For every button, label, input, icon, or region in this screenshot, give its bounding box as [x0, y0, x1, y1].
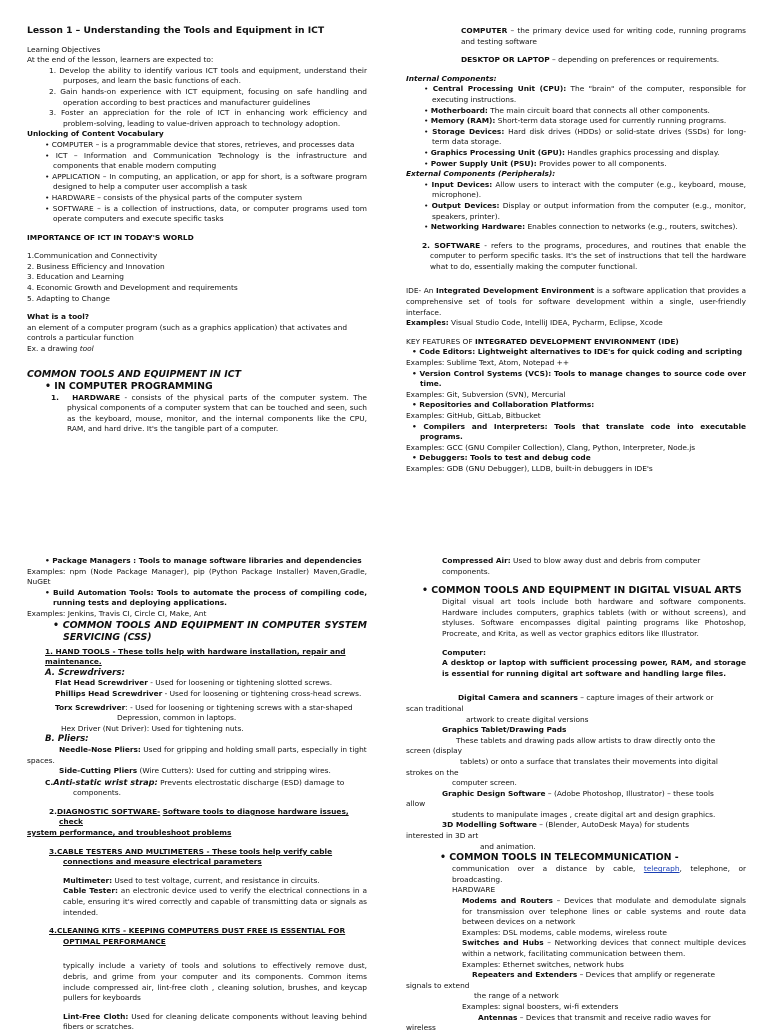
- internal-item: • Power Supply Unit (PSU): Provides power to all components.: [424, 158, 667, 168]
- lint-label: Lint-Free Cloth:: [63, 1011, 129, 1021]
- cable-tester-text: an electronic device used to verify the electrical connections in a cable, ensuring it's wired correctly and capable of transmitting data or signals as intended.: [63, 886, 367, 917]
- vocab-item: • HARDWARE – consists of the physical parts of the computer system: [45, 192, 303, 202]
- ide-prefix: IDE- An: [406, 286, 436, 296]
- multimeter: [27, 876, 367, 887]
- external-item: • Input Devices: Allow users to interact with the computer (e.g., keyboard, mouse, microphone).: [424, 179, 746, 200]
- model-text: – (Blender, AutoDesk Maya) for students: [536, 820, 690, 830]
- tablet-continued-4: computer screen.: [452, 778, 517, 788]
- diag-number: 2.: [49, 806, 57, 816]
- multimeter-label: Multimeter:: [63, 875, 113, 885]
- torx-text: : - Used for loosening or tightening screws with a star-shaped: [125, 702, 353, 712]
- feature-example: Examples: GDB (GNU Debugger), LLDB, built-in debuggers in IDE's: [406, 463, 653, 473]
- external-label: Output Devices:: [431, 200, 500, 210]
- css-heading-text: COMMON TOOLS AND EQUIPMENT IN COMPUTER SYSTEM SERVICING (CSS): [62, 619, 367, 643]
- page2-right-column: [406, 556, 746, 1034]
- camera-continued-2: artwork to create digital versions: [466, 714, 589, 724]
- flat-screwdriver: [27, 678, 367, 689]
- feature-heading: • Debuggers: Tools to test and debug code: [412, 453, 591, 463]
- gds-text: – (Adobe Photoshop, Illustrator) – these tools: [545, 788, 714, 798]
- feature-head-text: Code Editors: Lightweight alternatives to IDE's for quick coding and scripting: [419, 347, 743, 357]
- external-heading: External Components (Peripherals):: [406, 169, 556, 179]
- page1-right-column: [406, 26, 746, 475]
- vocab-heading: Unlocking of Content Vocabulary: [27, 129, 164, 139]
- hardware-label: HARDWARE: [72, 392, 121, 402]
- tool-example: [27, 344, 367, 355]
- modelling-software: [406, 820, 746, 831]
- needle-label: Needle-Nose Pliers:: [59, 744, 141, 754]
- feature-heading: • Code Editors: Lightweight alternatives to IDE's for quick coding and scripting: [412, 347, 743, 357]
- repeater-examples: Examples: signal boosters, wi-fi extenders: [462, 1001, 619, 1011]
- feature-head-text: Version Control Systems (VCS): Tools to manage changes to source code over time.: [419, 368, 746, 389]
- phillips-label: Phillips Head Screwdriver: [55, 688, 163, 698]
- feature-heading: • Compilers and Interpreters: Tools that translate code into executable programs.: [412, 421, 746, 442]
- modem-label: Modems and Routers: [462, 896, 553, 906]
- hardware-text: - consists of the physical parts of the computer system. The physical components of a computer system that can be touched and seen, such as the keyboard, mouse, monitor, and the internal components like the CPU, RAM, and hard drive. It's the tangible part of a computer.: [67, 392, 367, 434]
- importance-item: 1.Communication and Connectivity: [27, 251, 158, 261]
- ide-paragraph: [406, 286, 746, 318]
- importance-item: 5. Adapting to Change: [27, 293, 110, 303]
- hex-driver: Hex Driver (Nut Driver): Used for tightening nuts.: [61, 723, 244, 733]
- cleaning-kits-heading: 4.CLEANING KITS - KEEPING COMPUTERS DUST FREE IS ESSENTIAL FOR OPTIMAL PERFORMANCE: [49, 926, 346, 946]
- internal-text: Handles graphics processing and display.: [564, 147, 720, 157]
- objective-item: 3. Foster an appreciation for the role of ICT in enhancing work efficiency and problem-solving, leading to value-driven approach to technology adoption.: [49, 108, 367, 128]
- compressed-air: [406, 556, 746, 577]
- external-item: • Output Devices: Display or output information from the computer (e.g., monitor, speakers, printer).: [424, 200, 746, 221]
- strap-text: Prevents electrostatic discharge (ESD) damage to components.: [73, 777, 345, 798]
- dva-computer-label: Computer:: [442, 647, 486, 657]
- external-label: Input Devices:: [431, 179, 493, 189]
- objectives-intro: At the end of the lesson, learners are expected to:: [27, 55, 214, 65]
- cable-tester: [27, 886, 367, 918]
- antenna-label: Antennas: [478, 1012, 518, 1022]
- side-pliers: [27, 766, 367, 777]
- feature-head-text: Compilers and Interpreters: Tools that translate code into executable programs.: [420, 421, 746, 442]
- side-label: Side-Cutting Pliers: [59, 766, 138, 776]
- hardware-subheading: HARDWARE: [452, 885, 496, 895]
- cable-tester-label: Cable Tester:: [63, 886, 118, 896]
- internal-label: Motherboard:: [430, 105, 488, 115]
- dva-heading-text: COMMON TOOLS AND EQUIPMENT IN DIGITAL VISUAL ARTS: [431, 585, 742, 597]
- internal-item: • Motherboard: The main circuit board that connects all other components.: [424, 105, 710, 115]
- gds-continued-1: allow: [406, 799, 426, 809]
- telecom-heading-text: COMMON TOOLS IN TELECOMMUNICATION: [449, 852, 672, 864]
- model-continued-1: interested in 3D art: [406, 831, 479, 841]
- side-text: (Wire Cutters): Used for cutting and stripping wires.: [137, 766, 331, 776]
- build-tools-heading: • Build Automation Tools: Tools to automate the process of compiling code, running tests and deploying applications.: [45, 587, 368, 608]
- package-managers-text: Package Managers : Tools to manage software libraries and dependencies: [52, 556, 362, 565]
- model-continued-2: and animation.: [480, 841, 536, 851]
- lint-text: Used for cleaning delicate components without leaving behind fibers or scratches.: [63, 1011, 367, 1032]
- software-paragraph: [406, 241, 746, 273]
- computer-label: COMPUTER: [461, 26, 508, 35]
- tablet-continued-3: strokes on the: [406, 767, 459, 777]
- telecom-prefix: communication over a distance by cable,: [452, 864, 644, 874]
- phillips-screwdriver: [27, 689, 367, 700]
- multimeter-text: Used to test voltage, current, and resistance in circuits.: [112, 875, 320, 885]
- camera-label: Digital Camera and scanners: [458, 693, 578, 703]
- strap-label: Anti-static wrist strap:: [53, 776, 158, 787]
- ide-examples: [406, 318, 746, 329]
- tablet-label: Graphics Tablet/Drawing Pads: [442, 725, 567, 735]
- gds-label: Graphic Design Software: [442, 788, 546, 798]
- objective-item: 2. Gain hands-on experience with ICT equipment, focusing on safe handling and operation according to best practices and manufacturer guidelines: [49, 86, 367, 107]
- package-managers-examples: Examples: npm (Node Package Manager), pip (Python Package Installer) Maven,Gradle, NuGEt: [27, 566, 367, 587]
- camera-text: – capture images of their artwork or: [577, 693, 714, 703]
- hardware-paragraph: [27, 393, 367, 435]
- telecom-dash: -: [671, 852, 679, 864]
- software-text: - refers to the programs, procedures, and routines that enable the computer to perform specific tasks. It's the set of instructions that tell the hardware what to do, essentially making the computer functional.: [430, 240, 747, 271]
- page1-left-column: [27, 26, 367, 435]
- air-text: Used to blow away dust and debris from computer components.: [442, 556, 701, 576]
- ide-examples-text: Visual Studio Code, IntelliJ IDEA, Pycharm, Eclipse, Xcode: [448, 318, 663, 328]
- lint-free-cloth: [27, 1012, 367, 1033]
- package-managers-heading: • Package Managers : Tools to manage software libraries and dependencies: [45, 556, 362, 565]
- repeater-text: – Devices that amplify or regenerate: [577, 970, 716, 980]
- digital-camera: [406, 693, 746, 704]
- features-heading: [406, 337, 746, 348]
- modem-text: – Devices that modulate and demodulate signals for transmission over telephone lines or cable systems and route data between devices on a network: [462, 896, 746, 927]
- software-label: 2. SOFTWARE: [422, 240, 481, 250]
- feature-example: Examples: GitHub, GitLab, Bitbucket: [406, 411, 541, 420]
- feature-heading: • Repositories and Collaboration Platforms:: [412, 400, 595, 410]
- feature-example: Examples: GCC (GNU Compiler Collection), Clang, Python, Interpreter, Node.js: [406, 442, 696, 452]
- wrist-strap: [27, 777, 367, 799]
- internal-item: • Central Processing Unit (CPU): The "brain" of the computer, responsible for executing instructions.: [424, 84, 746, 104]
- dva-heading: • COMMON TOOLS AND EQUIPMENT IN DIGITAL VISUAL ARTS: [422, 585, 742, 597]
- features-prefix: KEY FEATURES OF: [406, 336, 475, 346]
- flat-label: Flat Head Screwdriver: [55, 678, 148, 688]
- antenna-text: – Devices that transmit and receive radio waves for: [517, 1012, 711, 1022]
- internal-label: Graphics Processing Unit (GPU):: [430, 147, 565, 157]
- diag-text: Software tools to diagnose hardware issues, check: [59, 806, 349, 827]
- vocab-item: • ICT – Information and Communication Technology is the infrastructure and components that enable modern computing: [45, 150, 367, 171]
- tablet-continued-1: screen (display: [406, 746, 463, 756]
- internal-item: • Memory (RAM): Short-term data storage used for currently running programs.: [424, 116, 727, 126]
- build-tools-examples: Examples: Jenkins, Travis CI, Circle CI, Make, Ant: [27, 608, 207, 618]
- internal-text: Provides power to all components.: [536, 158, 667, 168]
- vocab-item: • SOFTWARE – is a collection of instructions, data, or computer programs used tom operate computers and execute specific tasks: [45, 203, 367, 224]
- ide-text: is a software application that provides a comprehensive set of tools for software development within a single, user-friendly interface.: [406, 286, 747, 317]
- model-label: 3D Modelling Software: [442, 820, 537, 830]
- repeater-label: Repeaters and Extenders: [472, 970, 578, 980]
- antenna-continued: wireless: [406, 1023, 436, 1033]
- graphic-design-software: [406, 789, 746, 800]
- torx-continued: Depression, common in laptops.: [117, 713, 237, 723]
- antennas: [406, 1013, 746, 1024]
- switch-label: Switches and Hubs: [462, 938, 544, 948]
- repeater-continued-2: the range of a network: [474, 991, 559, 1001]
- lesson-title: Lesson 1 – Understanding the Tools and Equipment in ICT: [27, 25, 325, 36]
- pliers-heading: B. Pliers:: [45, 734, 89, 745]
- desktop-text: – depending on preferences or requirements.: [549, 55, 720, 65]
- internal-item: • Storage Devices: Hard disk drives (HDDs) or solid-state drives (SSDs) for long-term data storage.: [424, 126, 747, 147]
- computer-text: – the primary device used for writing code, running programs and testing software: [461, 26, 746, 46]
- dva-computer-text: A desktop or laptop with sufficient processing power, RAM, and storage is essential for running digital art software and handling large files.: [442, 658, 746, 678]
- feature-example: Examples: Sublime Text, Atom, Notepad ++: [406, 358, 570, 368]
- external-text: Allow users to interact with the computer (e.g., keyboard, mouse, microphone).: [432, 179, 746, 200]
- telegraph-link[interactable]: telegraph: [643, 864, 680, 874]
- importance-heading: IMPORTANCE OF ICT IN TODAY'S WORLD: [27, 232, 194, 242]
- internal-text: Hard disk drives (HDDs) or solid-state drives (SSDs) for long-term data storage.: [432, 126, 747, 147]
- needle-pliers: [27, 745, 367, 766]
- feature-example: Examples: Git, Subversion (SVN), Mercurial: [406, 389, 566, 399]
- ide-bold: Integrated Development Environment: [435, 286, 595, 296]
- hardware-number: 1.: [51, 392, 59, 402]
- objective-item: 1. Develop the ability to identify various ICT tools and equipment, understand their purposes, and learn the basic functions of each.: [49, 65, 367, 86]
- diagnostic-continued: system performance, and troubleshoot problems: [27, 828, 232, 838]
- internal-heading: Internal Components:: [406, 73, 497, 83]
- features-bold: INTEGRATED DEVELOPMENT ENVIRONMENT (IDE): [474, 336, 679, 346]
- external-item: • Networking Hardware: Enables connection to networks (e.g., routers, switches).: [424, 222, 738, 232]
- switch-examples: Examples: Ethernet switches, network hubs: [462, 959, 624, 969]
- importance-item: 4. Economic Growth and Development and requirements: [27, 283, 238, 293]
- feature-heading: • Version Control Systems (VCS): Tools to manage changes to source code over time.: [412, 368, 746, 389]
- telecom-suffix: , telephone, or broadcasting.: [452, 864, 747, 884]
- gds-continued-2: students to manipulate images , create digital art and design graphics.: [452, 809, 716, 819]
- tool-definition: an element of a computer program (such as a graphics application) that activates and controls a particular function: [27, 322, 348, 343]
- camera-continued-1: scan traditional: [406, 703, 464, 713]
- internal-label: Central Processing Unit (CPU):: [432, 84, 567, 94]
- telecom-definition: [406, 864, 746, 885]
- page2-left-column: [27, 556, 367, 1033]
- needle-text: Used for gripping and holding small parts, especially in tight spaces.: [27, 744, 367, 765]
- hand-tools-heading: 1. HAND TOOLS - These tolls help with hardware installation, repair and maintenance.: [45, 646, 346, 667]
- torx-label: Torx Screwdriver: [55, 702, 126, 712]
- importance-item: 3. Education and Learning: [27, 272, 124, 282]
- screwdrivers-heading: A. Screwdrivers:: [45, 667, 125, 678]
- external-text: Enables connection to networks (e.g., routers, switches).: [525, 222, 738, 232]
- torx-screwdriver: [27, 703, 367, 714]
- tool-heading: What is a tool?: [27, 312, 90, 322]
- internal-label: Memory (RAM):: [430, 116, 496, 126]
- feature-head-text: Debuggers: Tools to test and debug code: [419, 453, 591, 463]
- ide-examples-label: Examples:: [406, 318, 449, 328]
- tablet-continued-2: tablets) or onto a surface that translates their movements into digital: [460, 756, 718, 766]
- internal-item: • Graphics Processing Unit (GPU): Handles graphics processing and display.: [424, 147, 720, 157]
- internal-text: The "brain" of the computer, responsible for executing instructions.: [432, 84, 746, 104]
- programming-heading: • IN COMPUTER PROGRAMMING: [45, 380, 213, 392]
- cleaning-kits-text: typically include a variety of tools and solutions to effectively remove dust, debris, and grime from your computer and its components. Common items include compressed air, lint-free cloth , cleaning solution, brushes, and keycap pullers for keyboards: [63, 961, 367, 1003]
- internal-label: Power Supply Unit (PSU):: [430, 158, 537, 168]
- diag-label: DIAGNOSTIC SOFTWARE-: [56, 806, 161, 816]
- dva-text: Digital visual art tools include both hardware and software components. Hardware includes computers, graphics tablets (with or without screens), and styluses. Software encompasses digital painting programs like Photoshop, Procreate, and Krita, as well as vector graphics editors like Illustrator.: [442, 597, 746, 638]
- internal-label: Storage Devices:: [432, 126, 505, 136]
- objectives-heading: Learning Objectives: [27, 44, 101, 54]
- modems-routers: [406, 896, 746, 928]
- modem-examples: Examples: DSL modems, cable modems, wireless route: [462, 927, 667, 937]
- tool-example-word: tool: [79, 344, 94, 354]
- air-label: Compressed Air:: [442, 556, 511, 565]
- build-tools-text: Build Automation Tools: Tools to automate the process of compiling code, running tests and deploying applications.: [53, 587, 368, 608]
- external-label: Networking Hardware:: [430, 222, 526, 232]
- external-text: Display or output information from the computer (e.g., monitor, speakers, printer).: [432, 200, 746, 221]
- switch-text: – Networking devices that connect multiple devices within a network, facilitating communication between them.: [462, 938, 746, 958]
- phillips-text: - Used for loosening or tightening cross-head screws.: [162, 688, 362, 698]
- desktop-label: DESKTOP OR LAPTOP: [461, 55, 550, 65]
- vocab-item: • COMPUTER – is a programmable device that stores, retrieves, and processes data: [45, 139, 355, 149]
- computer-def: [406, 26, 746, 47]
- repeaters: [406, 970, 746, 981]
- switches-hubs: [406, 938, 746, 959]
- repeater-continued-1: signals to extend: [406, 980, 470, 990]
- common-tools-heading: COMMON TOOLS AND EQUIPMENT IN ICT: [27, 368, 242, 380]
- vocab-item: • APPLICATION – In computing, an application, or app for short, is a software program designed to help a computer user accomplish a task: [45, 171, 367, 192]
- tablet-text: These tablets and drawing pads allow artists to draw directly onto the: [456, 735, 716, 745]
- tool-example-prefix: Ex. a drawing: [27, 344, 80, 354]
- importance-item: 2. Business Efficiency and Innovation: [27, 261, 165, 271]
- diagnostic-software: [27, 807, 367, 828]
- cable-testers-heading: 3.CABLE TESTERS AND MULTIMETERS - These tools help verify cable connections and measure electrical parameters: [49, 846, 333, 867]
- desktop-def: [406, 55, 746, 66]
- telecom-heading: • COMMON TOOLS IN TELECOMMUNICATION -: [440, 852, 679, 864]
- css-heading: • COMMON TOOLS AND EQUIPMENT IN COMPUTER SYSTEM SERVICING (CSS): [53, 619, 367, 643]
- internal-text: Short-term data storage used for currently running programs.: [495, 116, 727, 126]
- feature-head-text: Repositories and Collaboration Platforms:: [419, 400, 595, 410]
- internal-text: The main circuit board that connects all other components.: [487, 105, 710, 115]
- strap-prefix: C.: [45, 777, 54, 787]
- flat-text: - Used for loosening or tightening slotted screws.: [147, 678, 333, 688]
